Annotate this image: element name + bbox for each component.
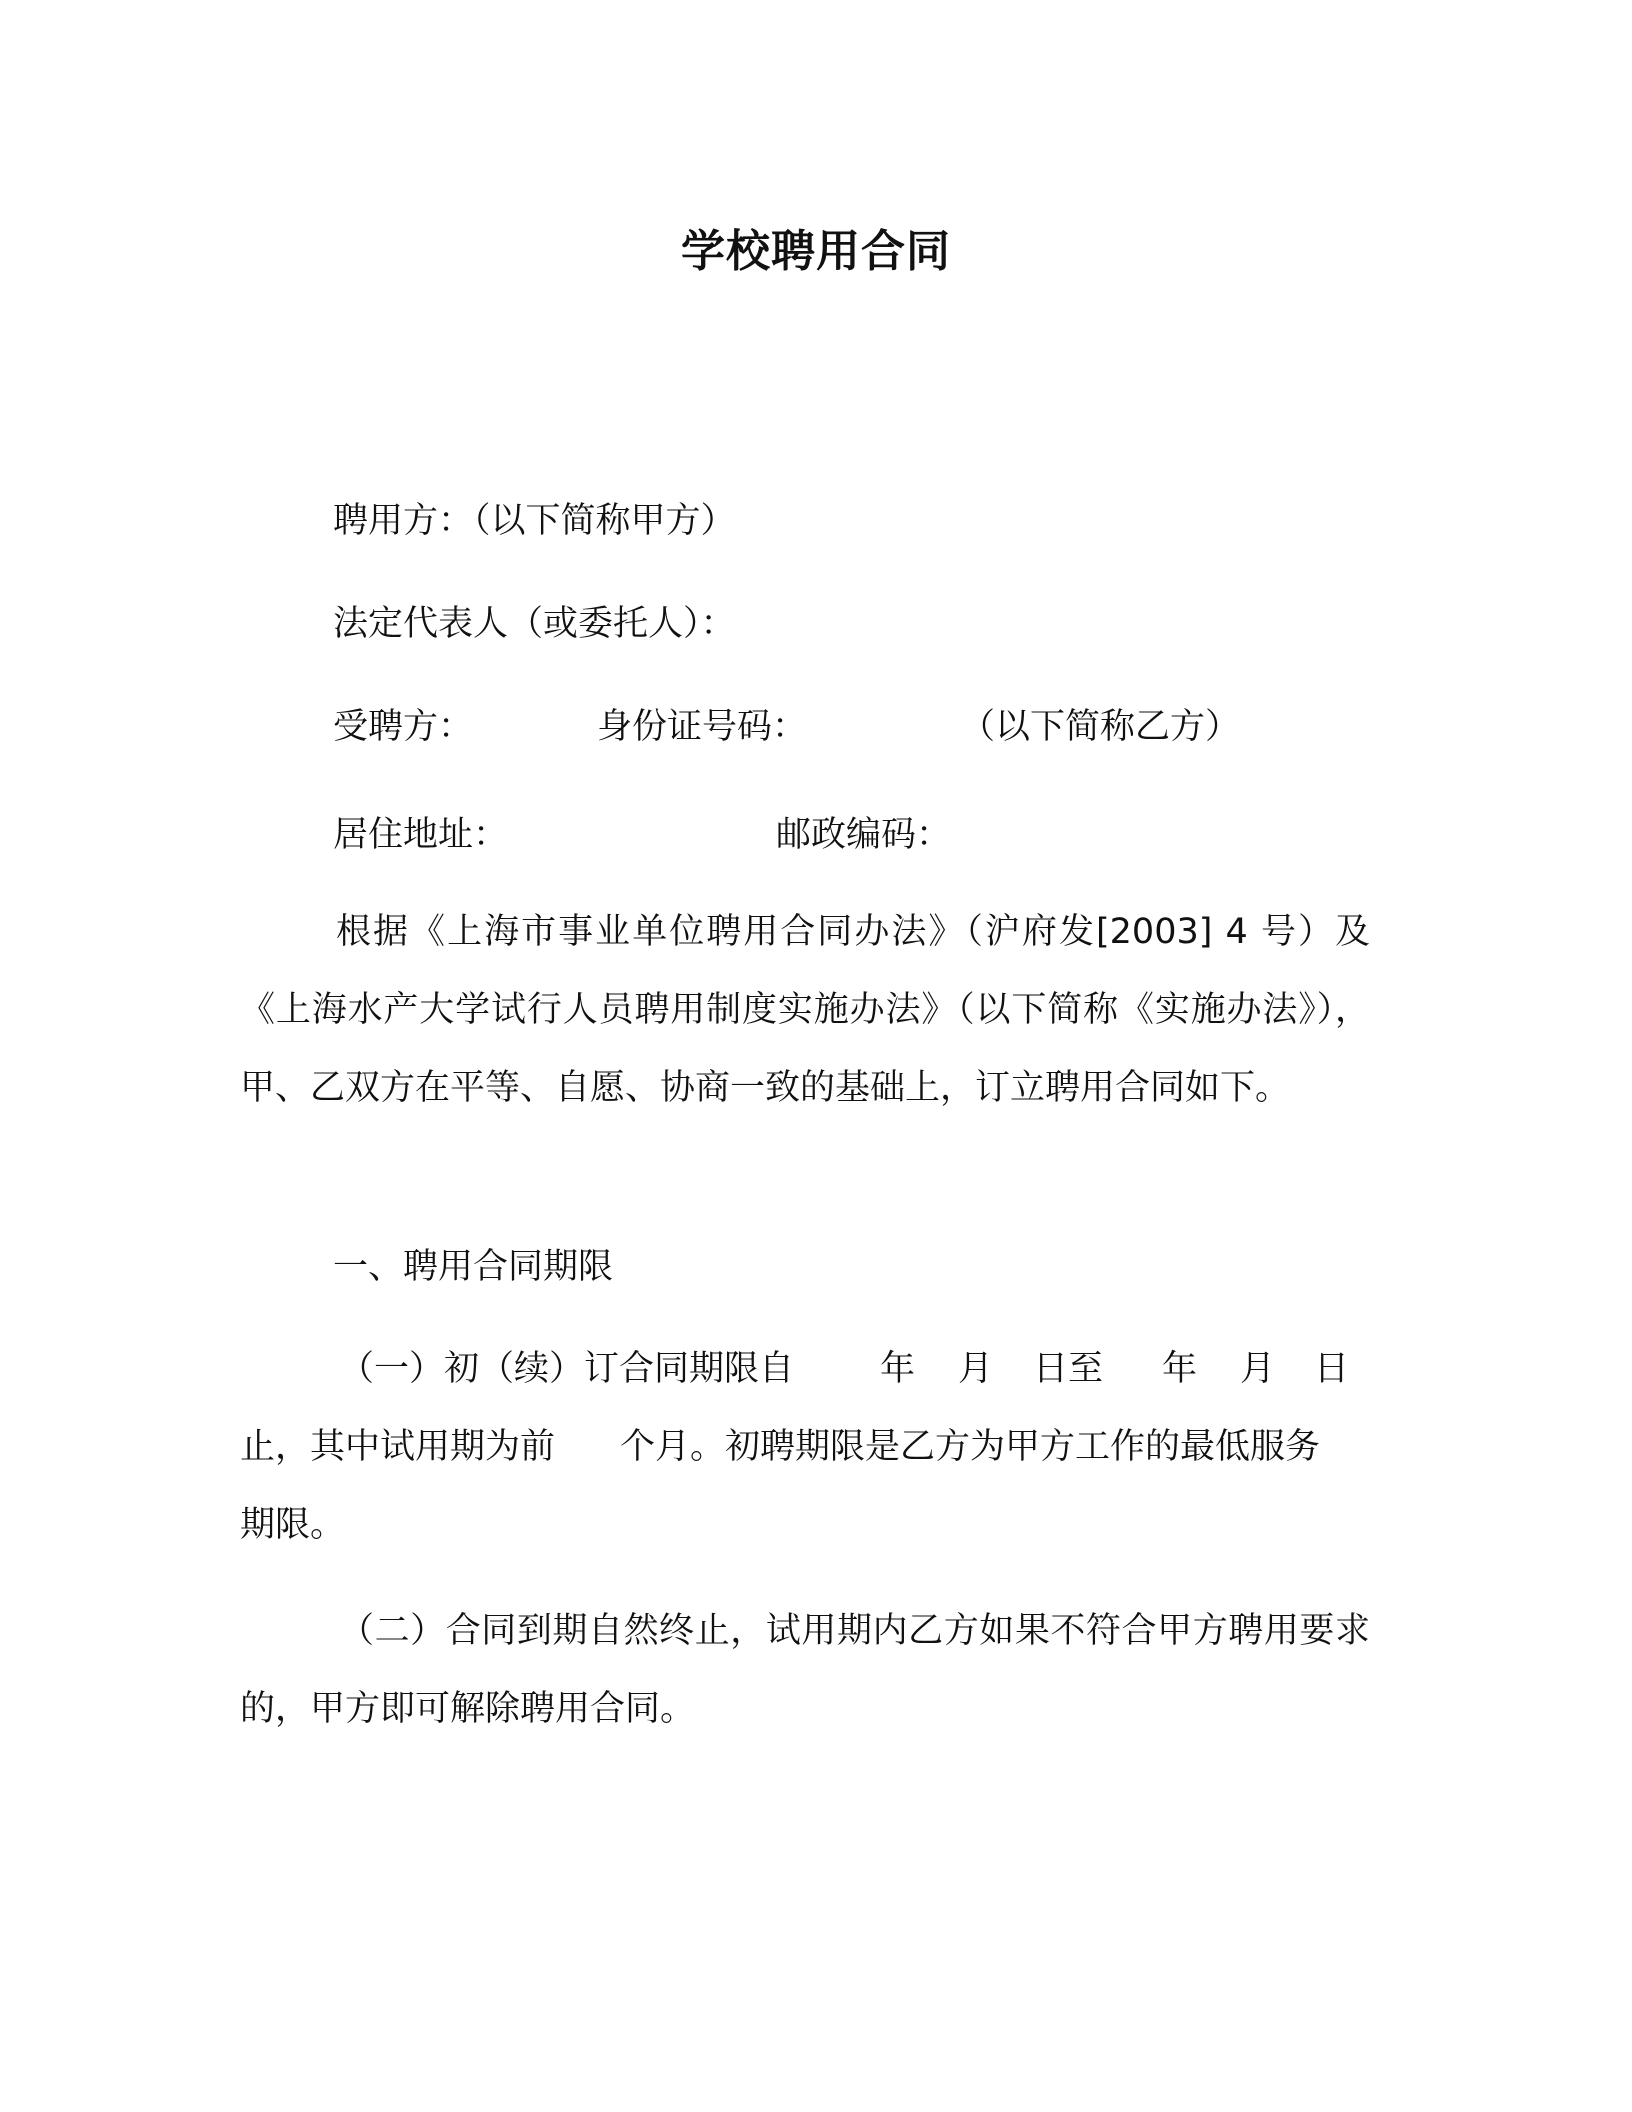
address-label: 居住地址： <box>333 815 509 855</box>
clause1-cont-c: 期限。 <box>240 1505 346 1545</box>
clause2-paragraph: （二）合同到期自然终止，试用期内乙方如果不符合甲方聘用要求的，甲方即可解除聘用合同。 <box>240 1611 1370 1729</box>
clause1-year2: 年 <box>1162 1349 1198 1389</box>
clause1-day-to: 日至 <box>1033 1349 1104 1389</box>
party-a-line: 聘用方：（以下简称甲方） <box>333 501 736 541</box>
document-title: 学校聘用合同 <box>681 226 951 277</box>
clause1-day2: 日 <box>1314 1349 1350 1389</box>
clause1-year1: 年 <box>880 1349 916 1389</box>
party-b-label: 受聘方： <box>333 707 474 747</box>
preamble-paragraph: 根据《上海市事业单位聘用合同办法》（沪府发[2003] 4 号）及《上海水产大学试行人员聘用制度实施办法》（以下简称《实施办法》），甲、乙双方在平等、自愿、协商一致的基础上，订立聘用合同如下。 <box>240 912 1370 1108</box>
representative-line: 法定代表人（或委托人）： <box>333 604 736 644</box>
clause1-month1: 月 <box>958 1349 994 1389</box>
clause1-cont-a: 止，其中试用期为前 <box>240 1427 556 1467</box>
clause1-month2: 月 <box>1240 1349 1276 1389</box>
id-number-label: 身份证号码： <box>597 707 808 747</box>
clause1-cont-b: 个月。初聘期限是乙方为甲方工作的最低服务 <box>620 1427 1321 1467</box>
postcode-label: 邮政编码： <box>776 815 952 855</box>
clause1-lead: （一）初（续）订合同期限自 <box>339 1349 795 1389</box>
section1-heading: 一、聘用合同期限 <box>333 1247 614 1287</box>
party-b-abbrev: （以下简称乙方） <box>960 707 1241 747</box>
